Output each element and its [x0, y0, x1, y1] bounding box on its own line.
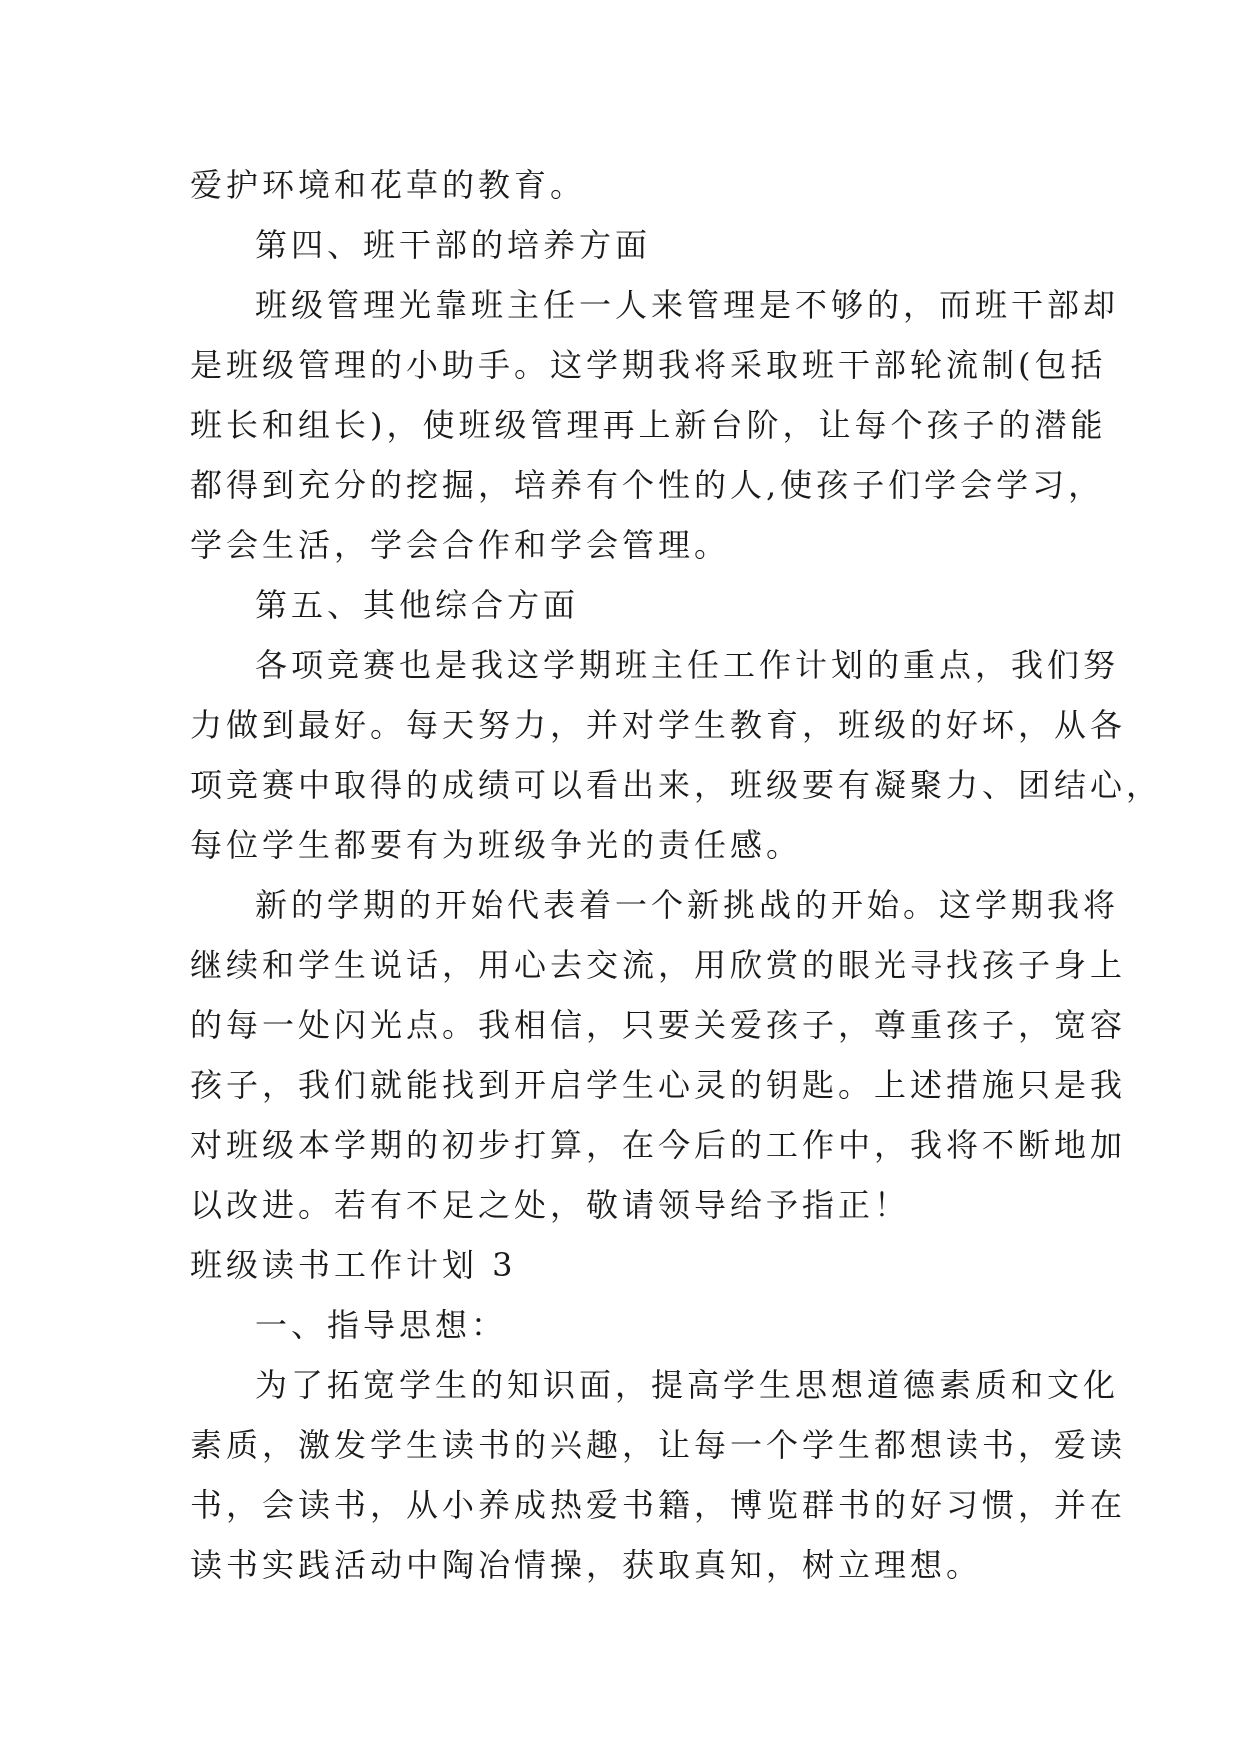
paragraph-line: 力做到最好。每天努力，并对学生教育，班级的好坏，从各: [190, 706, 1127, 744]
paragraph-line: 书，会读书，从小养成热爱书籍，博览群书的好习惯，并在: [190, 1486, 1127, 1524]
section-heading: 第五、其他综合方面: [255, 586, 580, 624]
paragraph-line: 班长和组长)，使班级管理再上新台阶，让每个孩子的潜能: [190, 406, 1107, 444]
paragraph-line: 对班级本学期的初步打算，在今后的工作中，我将不断地加: [190, 1126, 1127, 1164]
paragraph-line: 班级管理光靠班主任一人来管理是不够的，而班干部却: [255, 286, 1120, 324]
paragraph-line: 继续和学生说话，用心去交流，用欣赏的眼光寻找孩子身上: [190, 946, 1127, 984]
paragraph-line: 读书实践活动中陶冶情操，获取真知，树立理想。: [190, 1546, 983, 1584]
paragraph-line: 学会生活，学会合作和学会管理。: [190, 526, 731, 564]
paragraph-line: 各项竞赛也是我这学期班主任工作计划的重点，我们努: [255, 646, 1120, 684]
paragraph-line: 项竞赛中取得的成绩可以看出来，班级要有凝聚力、团结心，: [190, 766, 1163, 804]
paragraph-line: 孩子，我们就能找到开启学生心灵的钥匙。上述措施只是我: [190, 1066, 1127, 1104]
paragraph-line: 为了拓宽学生的知识面，提高学生思想道德素质和文化: [255, 1366, 1120, 1404]
paragraph-line: 爱护环境和花草的教育。: [190, 166, 587, 204]
paragraph-line: 是班级管理的小助手。这学期我将采取班干部轮流制(包括: [190, 346, 1107, 384]
paragraph-line: 每位学生都要有为班级争光的责任感。: [190, 826, 803, 864]
paragraph-line: 新的学期的开始代表着一个新挑战的开始。这学期我将: [255, 886, 1120, 924]
paragraph-line: 都得到充分的挖掘，培养有个性的人,使孩子们学会学习，: [190, 466, 1105, 504]
paragraph-line: 的每一处闪光点。我相信，只要关爱孩子，尊重孩子，宽容: [190, 1006, 1127, 1044]
section-heading: 一、指导思想：: [255, 1306, 508, 1344]
section-heading: 第四、班干部的培养方面: [255, 226, 652, 264]
paragraph-line: 以改进。若有不足之处，敬请领导给予指正！: [190, 1186, 911, 1224]
paragraph-line: 素质，激发学生读书的兴趣，让每一个学生都想读书，爱读: [190, 1426, 1127, 1464]
document-title: 班级读书工作计划 3: [190, 1246, 517, 1284]
